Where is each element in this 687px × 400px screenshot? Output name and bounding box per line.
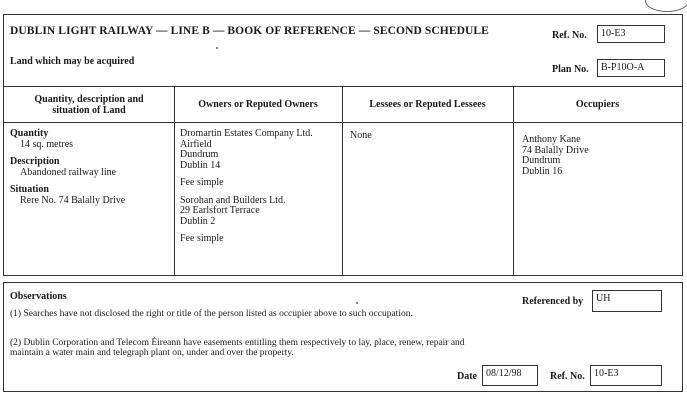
situation-value: Rere No. 74 Balally Drive: [20, 194, 126, 206]
column-header-owners: [174, 87, 342, 123]
date-field[interactable]: 08/12/98: [482, 365, 538, 386]
quantity-label: Quantity: [10, 128, 49, 139]
occupier-address-line: 74 Balally Drive: [522, 144, 589, 156]
owner-tenure: Fee simple: [180, 177, 224, 188]
document-title: DUBLIN LIGHT RAILWAY — LINE B — BOOK OF REFERENCE — SECOND SCHEDULE: [10, 25, 489, 37]
ref-no-field[interactable]: 10-E3: [597, 25, 665, 43]
occupier-address-line: Dublin 16: [522, 165, 563, 177]
owner-name: Dromartin Estates Company Ltd.: [180, 128, 313, 139]
column-divider: [342, 87, 343, 276]
referenced-by-label: Referenced by: [522, 296, 584, 307]
column-header-lessees-text: Lessees or Reputed Lessees: [369, 99, 486, 110]
lessees-value: None: [350, 130, 372, 141]
observation-note-1: (1) Searches have not disclosed the right or title of the person listed as occupier above to such occupation.: [10, 309, 413, 319]
column-divider: [513, 87, 514, 276]
owner-name: Sorohan and Builders Ltd.: [180, 194, 286, 206]
column-header-occupiers-text: Occupiers: [575, 99, 620, 110]
owner-address-line: 29 Earlsfort Terrace: [180, 205, 260, 216]
occupier-name: Anthony Kane: [522, 134, 581, 145]
footer-ref-no-label: Ref. No.: [550, 371, 585, 382]
column-header-occupiers: [513, 87, 682, 123]
scan-speck: [356, 302, 358, 304]
occupier-address-line: Dundrum: [522, 155, 561, 166]
owner-address-line: Airfield: [180, 138, 212, 150]
scan-speck: [216, 47, 218, 49]
column-header-land-text: Quantity, description and situation of Land: [34, 93, 144, 116]
occupiers-cell: [522, 135, 672, 177]
plan-no-label: Plan No.: [552, 64, 589, 75]
land-cell: [10, 129, 170, 206]
lessees-cell: [350, 131, 500, 142]
quantity-value: 14 sq. metres: [20, 138, 74, 150]
column-header-lessees: [342, 87, 513, 123]
observations-heading: Observations: [10, 291, 67, 302]
ref-no-label: Ref. No.: [552, 30, 587, 41]
corner-stamp-mark: [645, 0, 687, 12]
description-value: Abandoned railway line: [20, 166, 117, 178]
document-subtitle: Land which may be acquired: [10, 56, 135, 67]
owner-address-line: Dundrum: [180, 149, 219, 160]
plan-no-field[interactable]: B-P10O-A: [597, 59, 665, 77]
situation-label: Situation: [10, 184, 49, 195]
owner-address-line: Dublin 2: [180, 215, 216, 227]
date-label: Date: [457, 371, 477, 382]
column-divider: [174, 87, 175, 276]
observation-note-2: (2) Dublin Corporation and Telecom Éireann have easements entitling them respectively to lay, place, renew, repair and maintain a water main and telegraph plant on, under and over the property.: [10, 338, 465, 358]
footer-ref-no-field[interactable]: 10-E3: [590, 365, 662, 386]
owners-cell: [180, 129, 340, 245]
description-label: Description: [10, 156, 60, 167]
referenced-by-field[interactable]: UH: [592, 290, 662, 312]
column-header-owners-text: Owners or Reputed Owners: [198, 99, 318, 110]
owner-address-line: Dublin 14: [180, 159, 221, 171]
column-header-land: [4, 87, 174, 123]
owner-tenure: Fee simple: [180, 233, 224, 244]
